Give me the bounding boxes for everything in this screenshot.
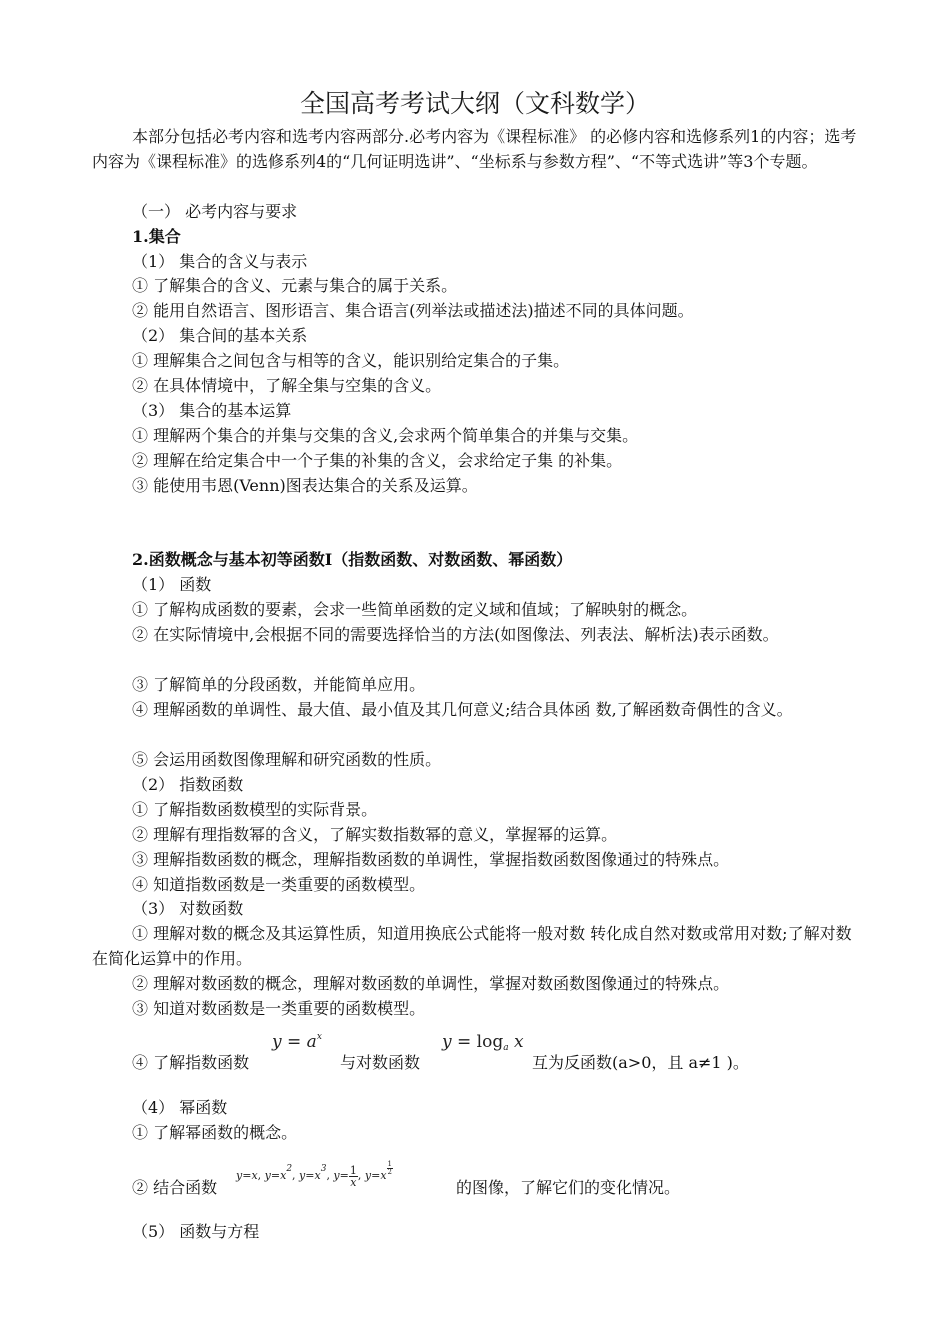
list-item: ④ 了解指数函数 (132, 1053, 250, 1072)
list-item-continued: 的图像，了解它们的变化情况。 (456, 1178, 681, 1197)
list-item: ② 在实际情境中,会根据不同的需要选择恰当的方法(如图像法、列表法、解析法)表示函数。 (132, 625, 779, 644)
list-item: ① 理解集合之间包含与相等的含义，能识别给定集合的子集。 (132, 351, 570, 370)
logarithm-formula: $y = \log_a x$ (442, 1032, 524, 1053)
subsection-heading: （2） 集合间的基本关系 (132, 326, 308, 345)
list-item: ③ 知道对数函数是一类重要的函数模型。 (132, 999, 426, 1018)
intro-paragraph: 本部分包括必考内容和选考内容两部分.必考内容为《课程标准》 的必修内容和选修系列1的内容；选考内容为《课程标准》的选修系列4的“几何证明选讲”、“坐标系与参数方程”、“不等式选讲”等3个专题。 (92, 127, 857, 171)
list-item: ② 理解在给定集合中一个子集的补集的含义，会求给定子集 的补集。 (132, 451, 623, 470)
subsection-heading: （1） 函数 (132, 575, 212, 594)
list-item: ② 能用自然语言、图形语言、集合语言(列举法或描述法)描述不同的具体问题。 (132, 301, 694, 320)
list-item: ① 了解指数函数模型的实际背景。 (132, 800, 378, 819)
power-functions-formula: y=x, $y=x^2$, $y=x^3$, y= $\frac{1}{x}$ , y=x $^{\frac{1}{2}}$ (236, 1160, 392, 1189)
list-item: ③ 理解指数函数的概念，理解指数函数的单调性，掌握指数函数图像通过的特殊点。 (132, 850, 730, 869)
section-heading: （一） 必考内容与要求 (132, 202, 298, 221)
list-item: ⑤ 会运用函数图像理解和研究函数的性质。 (132, 750, 442, 769)
topic-heading-functions: 2.函数概念与基本初等函数Ⅰ（指数函数、对数函数、幂函数） (132, 550, 573, 569)
subsection-heading: （3） 对数函数 (132, 899, 244, 918)
subsection-heading: （4） 幂函数 (132, 1098, 228, 1117)
list-item: ① 理解两个集合的并集与交集的含义,会求两个简单集合的并集与交集。 (132, 426, 639, 445)
list-item: ① 了解构成函数的要素，会求一些简单函数的定义域和值域；了解映射的概念。 (132, 600, 698, 619)
list-item: ① 了解集合的含义、元素与集合的属于关系。 (132, 276, 458, 295)
subsection-heading: （1） 集合的含义与表示 (132, 252, 308, 271)
subsection-heading: （2） 指数函数 (132, 775, 244, 794)
subsection-heading: （3） 集合的基本运算 (132, 401, 292, 420)
list-item: ② 结合函数 (132, 1178, 218, 1197)
list-item: ① 理解对数的概念及其运算性质，知道用换底公式能将一般对数 转化成自然对数或常用对数;了解对数在简化运算中的作用。 (92, 924, 852, 968)
list-item: ① 了解幂函数的概念。 (132, 1123, 298, 1142)
list-item: ② 理解有理指数幂的含义，了解实数指数幂的意义，掌握幂的运算。 (132, 825, 618, 844)
exponential-formula: $y = a^x$ (272, 1032, 322, 1052)
list-item: ③ 了解简单的分段函数，并能简单应用。 (132, 675, 426, 694)
list-item: ④ 知道指数函数是一类重要的函数模型。 (132, 875, 426, 894)
list-item: ② 理解对数函数的概念，理解对数函数的单调性，掌握对数函数图像通过的特殊点。 (132, 974, 730, 993)
list-item: ④ 理解函数的单调性、最大值、最小值及其几何意义;结合具体函 数,了解函数奇偶性的含义。 (132, 700, 793, 719)
list-item: ③ 能使用韦恩(Venn)图表达集合的关系及运算。 (132, 476, 478, 495)
list-item-continued: 互为反函数(a>0，且 a≠1 )。 (532, 1053, 749, 1072)
page-title: 全国高考考试大纲（文科数学） (299, 89, 650, 118)
list-item-continued: 与对数函数 (340, 1053, 421, 1072)
subsection-heading: （5） 函数与方程 (132, 1222, 260, 1241)
list-item: ② 在具体情境中，了解全集与空集的含义。 (132, 376, 442, 395)
topic-heading-sets: 1.集合 (132, 227, 181, 246)
